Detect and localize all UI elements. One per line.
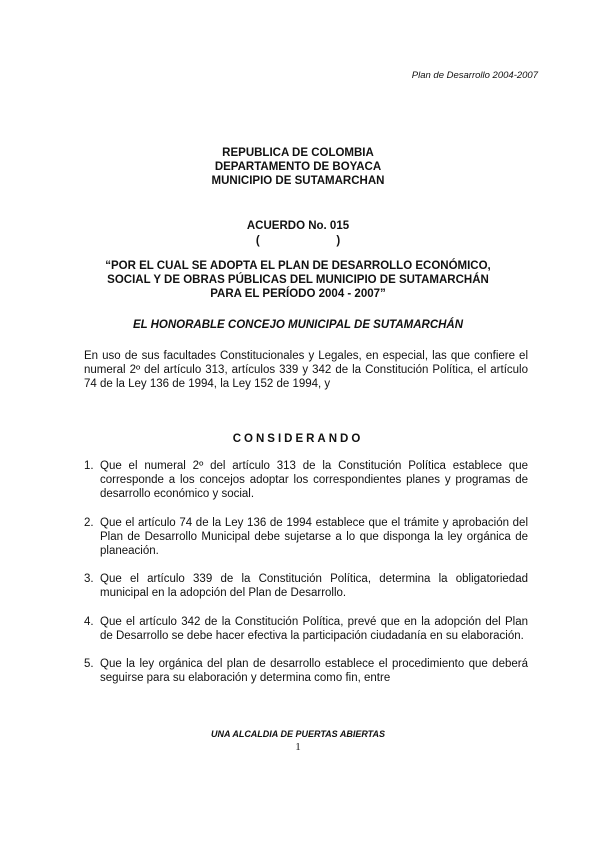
list-item-number: 4. — [84, 615, 94, 628]
council-heading: EL HONORABLE CONCEJO MUNICIPAL DE SUTAMARCHÁN — [132, 319, 464, 331]
list-item-text: Que el artículo 342 de la Constitución Política, prevé que en la adopción del Plan de Desarrollo se debe hacer efectiva la participación ciudadanía en su elaboración. — [100, 615, 528, 642]
preamble-paragraph: En uso de sus facultades Constitucionales y Legales, en especial, las que confiere el numeral 2º del artículo 313, artículos 339 y 342 de la Constitución Política, el artículo 74 de la Ley 136 de 1994, la Ley 152 de 1994, y — [84, 350, 528, 391]
list-item — [84, 516, 528, 559]
heading-department: DEPARTAMENTO DE BOYACA — [214, 161, 382, 173]
heading-municipality: MUNICIPIO DE SUTAMARCHAN — [211, 175, 385, 187]
footer-motto: UNA ALCALDIA DE PUERTAS ABIERTAS — [210, 729, 385, 739]
considerations-list — [84, 459, 528, 699]
running-header: Plan de Desarrollo 2004-2007 — [411, 70, 538, 81]
title-line-3: PARA EL PERÍODO 2004 - 2007” — [210, 288, 386, 300]
list-item-number: 2. — [84, 516, 94, 529]
title-line-2: SOCIAL Y DE OBRAS PÚBLICAS DEL MUNICIPIO DE SUTAMARCHÁN — [107, 274, 489, 286]
list-item-text: Que el numeral 2º del artículo 313 de la Constitución Política establece que corresponde a los concejos adoptar los correspondientes planes y programas de desarrollo económico y social. — [100, 460, 528, 501]
agreement-block — [0, 219, 596, 249]
document-heading — [0, 146, 596, 188]
section-heading-considerando: CONSIDERANDO — [232, 433, 364, 445]
list-item-text: Que el artículo 339 de la Constitución Política, determina la obligatoriedad municipal en la adopción del Plan de Desarrollo. — [100, 573, 528, 600]
agreement-date-placeholder: ( ) — [255, 235, 341, 247]
list-item-text: Que el artículo 74 de la Ley 136 de 1994 establece que el trámite y aprobación del Plan de Desarrollo Municipal debe sujetarse a lo que disponga la ley orgánica de planeación. — [100, 516, 528, 558]
list-item — [84, 459, 528, 502]
list-item-text: Que la ley orgánica del plan de desarrollo establece el procedimiento que deberá seguirse para su elaboración y determina como fin, entre — [100, 658, 528, 685]
list-item-number: 1. — [84, 460, 94, 472]
list-item — [84, 657, 528, 685]
page-number: 1 — [295, 741, 301, 753]
list-item-number: 3. — [84, 573, 94, 586]
list-item — [84, 572, 528, 600]
title-line-1: “POR EL CUAL SE ADOPTA EL PLAN DE DESARROLLO ECONÓMICO, — [105, 260, 491, 272]
heading-country: REPUBLICA DE COLOMBIA — [222, 147, 374, 159]
agreement-title — [0, 259, 596, 301]
agreement-number: ACUERDO No. 015 — [246, 220, 350, 232]
list-item — [84, 615, 528, 643]
list-item-number: 5. — [84, 658, 94, 671]
